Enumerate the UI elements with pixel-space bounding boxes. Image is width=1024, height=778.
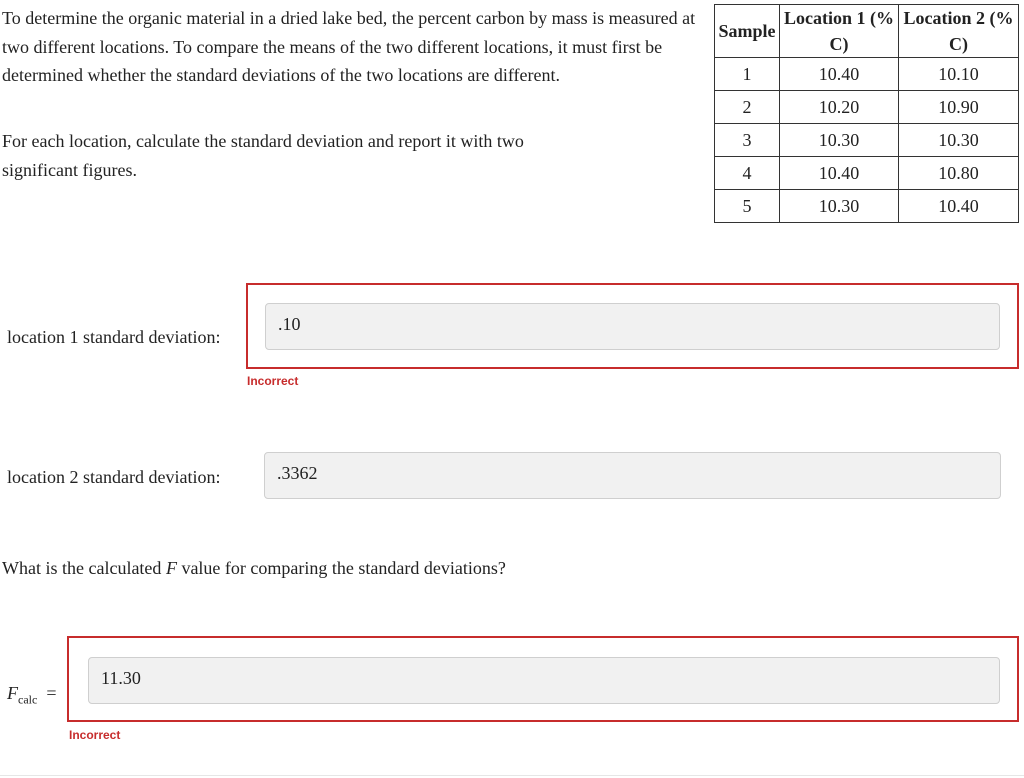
table-cell: 2 xyxy=(715,91,780,124)
data-table xyxy=(714,4,1019,223)
table-cell: 10.80 xyxy=(899,157,1019,190)
header-location-2: Location 2 (% C) xyxy=(899,5,1019,58)
table-row xyxy=(715,58,1019,91)
fcalc-input[interactable]: 11.30 xyxy=(88,657,1000,704)
problem-instructions: For each location, calculate the standard deviation and report it with two significant figures. xyxy=(2,131,524,180)
table-row xyxy=(715,157,1019,190)
table-row xyxy=(715,190,1019,223)
table-row xyxy=(715,91,1019,124)
fcalc-label: $F_{calc}$ = xyxy=(7,683,57,707)
table-header-row xyxy=(715,5,1019,58)
table-cell: 10.30 xyxy=(780,190,899,223)
table-cell: 10.40 xyxy=(899,190,1019,223)
loc2-input[interactable]: .3362 xyxy=(264,452,1001,499)
loc2-label: location 2 standard deviation: xyxy=(7,467,221,487)
table-cell: 10.20 xyxy=(780,91,899,124)
table-cell: 10.40 xyxy=(780,157,899,190)
table-cell: 10.90 xyxy=(899,91,1019,124)
table-cell: 4 xyxy=(715,157,780,190)
table-cell: 3 xyxy=(715,124,780,157)
loc1-label: location 1 standard deviation: xyxy=(7,327,221,347)
table-cell: 1 xyxy=(715,58,780,91)
table-cell: 10.30 xyxy=(899,124,1019,157)
f-question: What is the calculated F value for comparing the standard deviations? xyxy=(2,558,506,578)
problem-intro: To determine the organic material in a dried lake bed, the percent carbon by mass is measured at two different locations. To compare the means of the two different locations, it must first be determined whether the standard deviations of the two locations are different. xyxy=(2,8,696,85)
table-row xyxy=(715,124,1019,157)
table-cell: 10.30 xyxy=(780,124,899,157)
header-location-1: Location 1 (% C) xyxy=(780,5,899,58)
table-cell: 5 xyxy=(715,190,780,223)
loc1-answer-box xyxy=(246,283,1019,369)
loc1-input[interactable]: .10 xyxy=(265,303,1000,350)
table-cell: 10.40 xyxy=(780,58,899,91)
header-sample: Sample xyxy=(715,5,780,58)
divider xyxy=(0,775,1024,776)
fcalc-answer-box xyxy=(67,636,1019,722)
fcalc-incorrect-badge: Incorrect xyxy=(69,728,121,742)
table-cell: 10.10 xyxy=(899,58,1019,91)
loc1-incorrect-badge: Incorrect xyxy=(247,374,299,388)
